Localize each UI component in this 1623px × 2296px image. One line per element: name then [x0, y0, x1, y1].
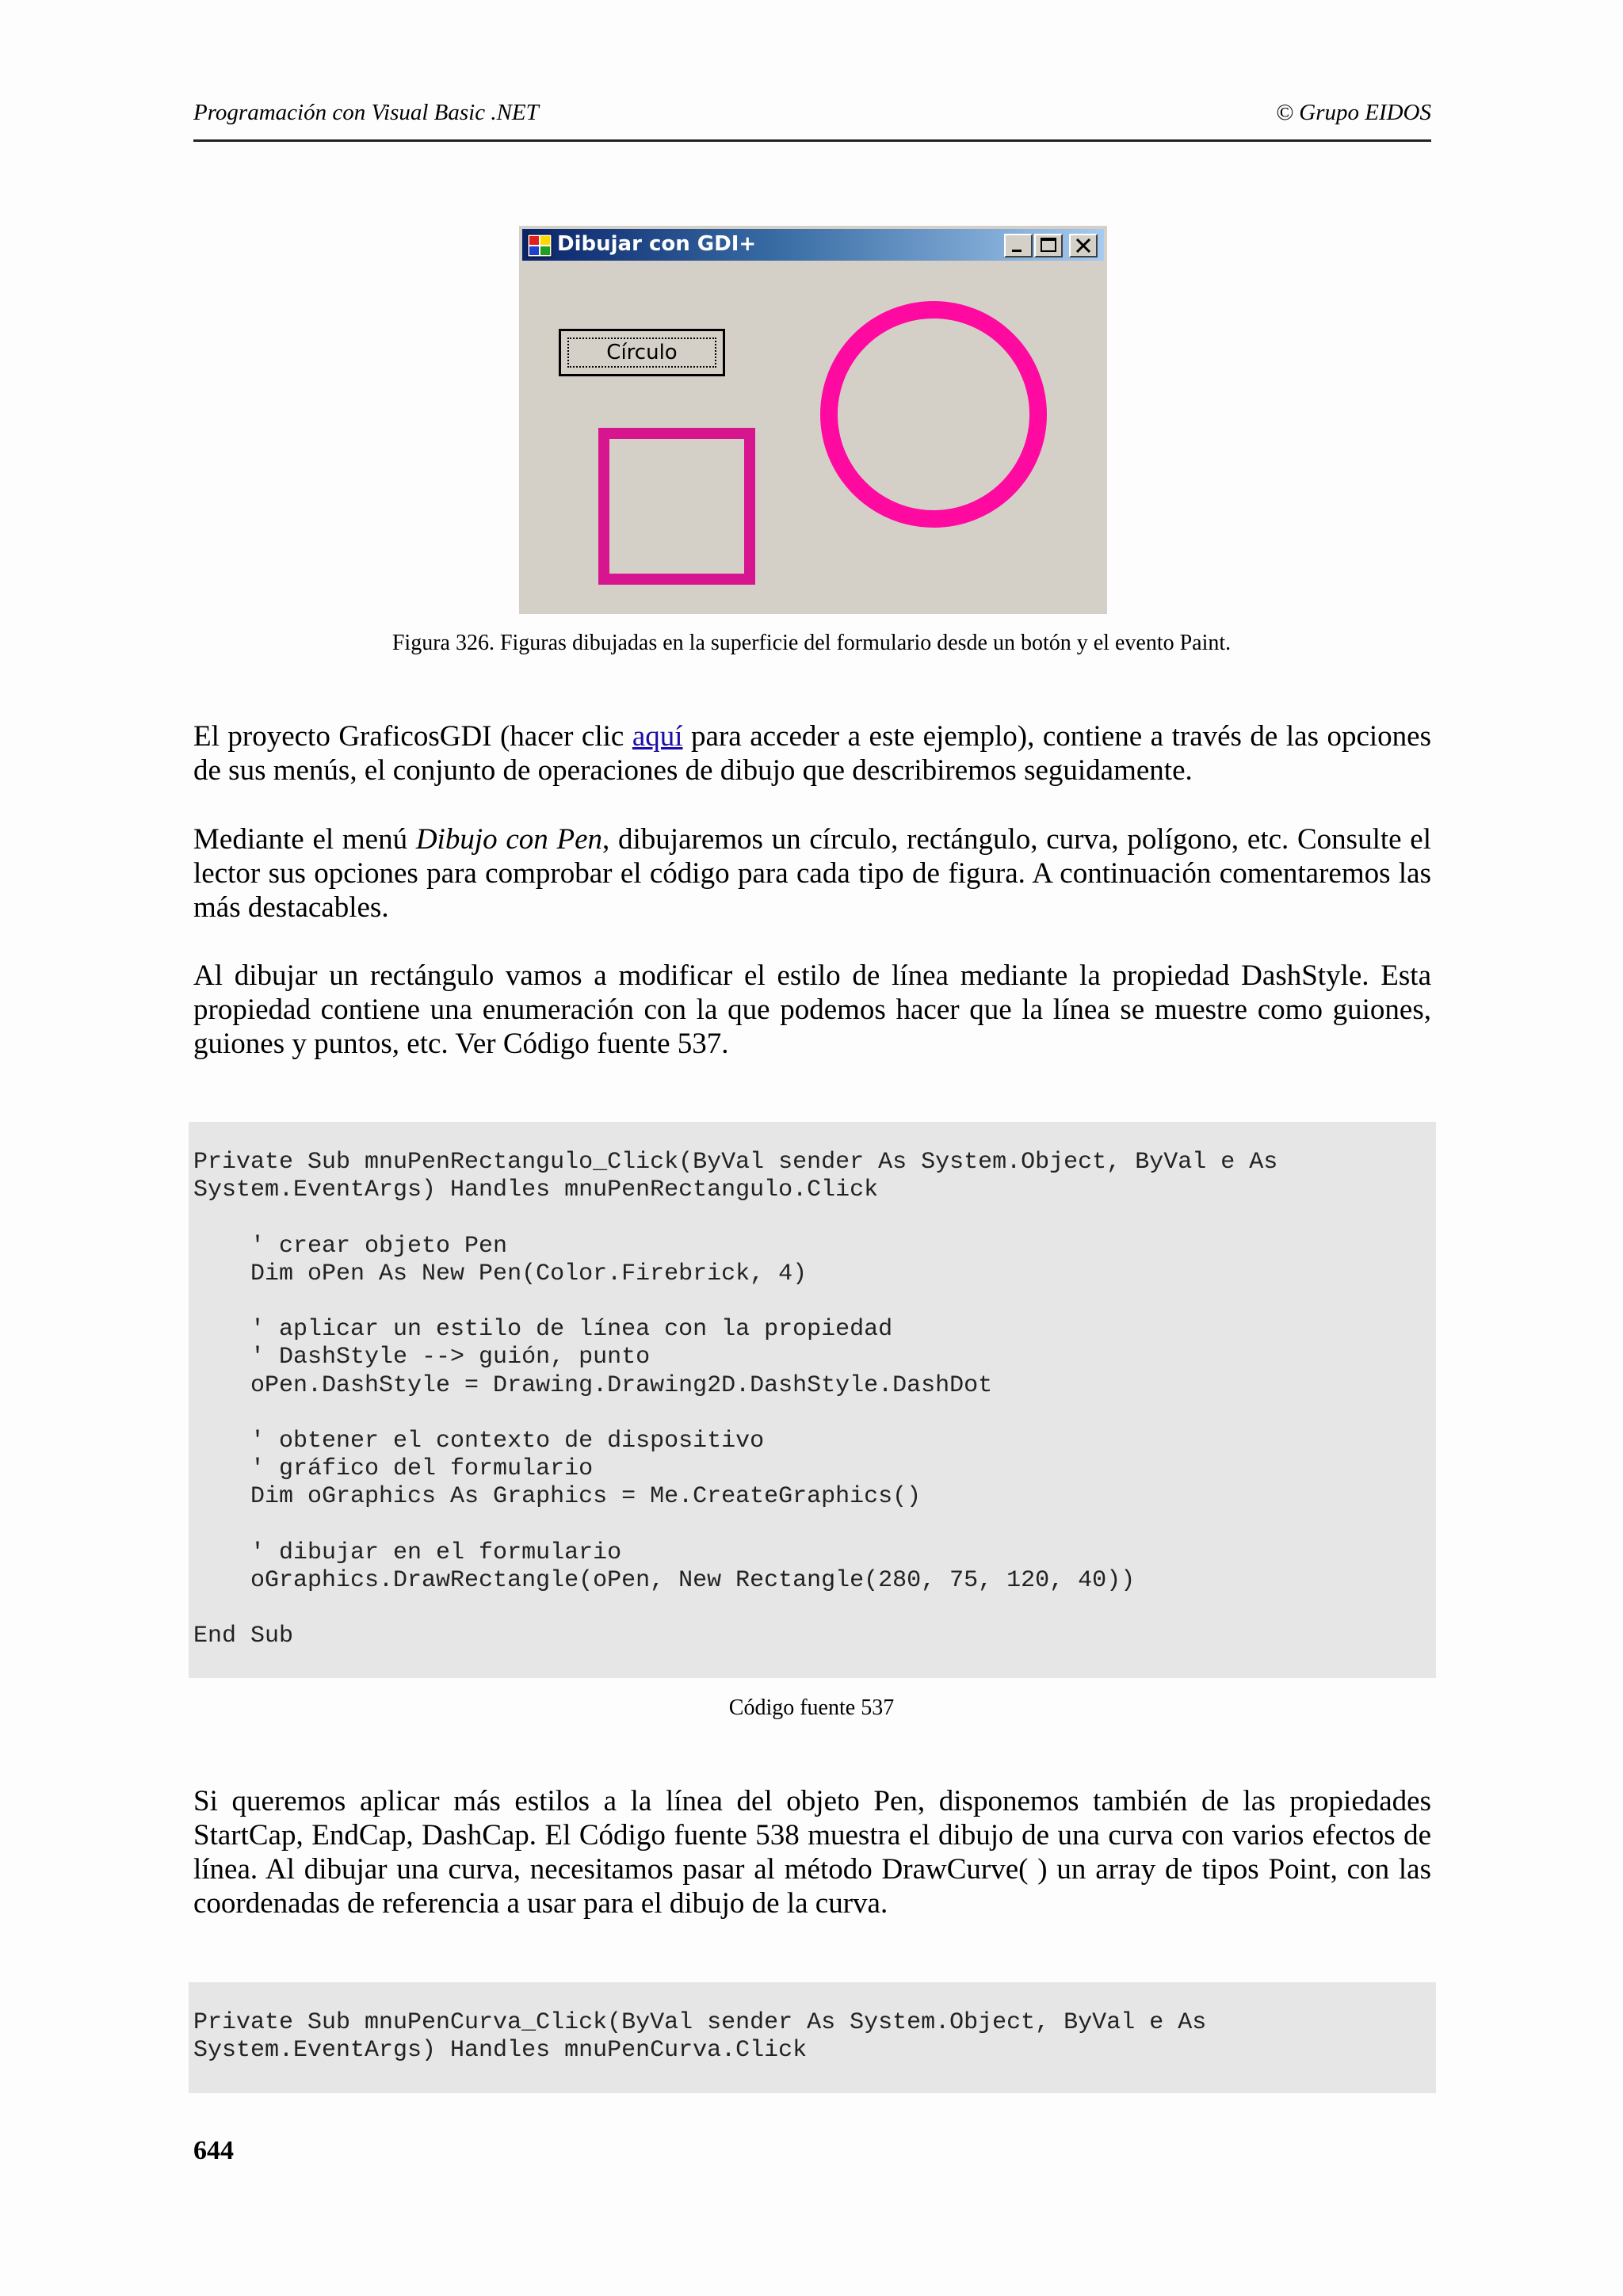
- maximize-icon: [1036, 235, 1061, 256]
- header-publisher: © Grupo EIDOS: [1275, 100, 1431, 125]
- figure-window-screenshot: [519, 226, 1107, 614]
- code-block-538: [189, 1982, 1436, 2093]
- code-block-537: [189, 1122, 1436, 1678]
- close-button[interactable]: [1069, 234, 1098, 257]
- example-link[interactable]: aquí: [632, 720, 683, 753]
- header-book-title: Programación con Visual Basic .NET: [193, 100, 539, 125]
- paragraph-2: [193, 822, 1431, 925]
- drawn-circle: [820, 301, 1047, 528]
- minimize-icon: [1006, 235, 1031, 256]
- window-titlebar: [522, 229, 1104, 261]
- paragraph-1-text-start: El proyecto GraficosGDI (hacer clic: [193, 720, 632, 753]
- paragraph-1: [193, 719, 1431, 788]
- menu-name: Dibujo con Pen: [415, 823, 603, 856]
- app-icon: [527, 234, 552, 257]
- minimize-button[interactable]: [1004, 234, 1033, 257]
- circle-button-label: Círculo: [606, 341, 678, 364]
- paragraph-1-text-end: para acceder a este ejemplo), contiene a través de las opciones de sus menús, el conjunto de operaciones de dibujo que describiremos seguidamente.: [193, 720, 1431, 787]
- close-icon: [1071, 235, 1096, 256]
- paragraph-2-text-end: , dibujaremos un círculo, rectángulo, curva, polígono, etc. Consulte el lector sus opciones para comprobar el código para cada tipo de figura. A continuación comentaremos las más destacables.: [193, 823, 1432, 924]
- code-caption-537: Código fuente 537: [728, 1695, 895, 1720]
- paragraph-2-text-start: Mediante el menú: [193, 823, 416, 856]
- window-title: Dibujar con GDI+: [557, 232, 757, 256]
- figure-caption: Figura 326. Figuras dibujadas en la superficie del formulario desde un botón y el evento Paint.: [391, 631, 1232, 655]
- code-537-text: Private Sub mnuPenRectangulo_Click(ByVal sender As System.Object, ByVal e As System.EventArgs) Handles mnuPenRectangulo.Click ' crear objeto Pen Dim oPen As New Pen(Color.Firebrick, 4) ' aplicar un estilo de línea con la propiedad ' DashStyle --> guión, punto oPen.DashStyle = Drawing.Drawing2D.DashStyle.DashDot ' obtener el contexto de dispositivo ' gráfico del formulario Dim oGraphics As Graphics = Me.CreateGraphics() ' dibujar en el formulario oGraphics.DrawRectangle(oPen, New Rectangle(280, 75, 120, 40)) End Sub: [193, 1149, 1278, 1650]
- code-538-text: Private Sub mnuPenCurva_Click(ByVal sender As System.Object, ByVal e As System.EventArgs) Handles mnuPenCurva.Click: [193, 2009, 1207, 2065]
- page-number: 644: [193, 2136, 234, 2165]
- paragraph-3: Al dibujar un rectángulo vamos a modificar el estilo de línea mediante la propiedad DashStyle. Esta propiedad contiene una enumeración con la que podemos hacer que la línea se muestre como guiones, guiones y puntos, etc. Ver Código fuente 537.: [193, 959, 1431, 1060]
- circle-button[interactable]: [559, 329, 725, 376]
- paragraph-4: Si queremos aplicar más estilos a la línea del objeto Pen, disponemos también de las propiedades StartCap, EndCap, DashCap. El Código fuente 538 muestra el dibujo de una curva con varios efectos de línea. Al dibujar una curva, necesitamos pasar al método DrawCurve( ) un array de tipos Point, con las coordenadas de referencia a usar para el dibujo de la curva.: [193, 1785, 1431, 1920]
- drawn-square: [598, 428, 755, 585]
- maximize-button[interactable]: [1034, 234, 1063, 257]
- page-header: [193, 95, 1431, 142]
